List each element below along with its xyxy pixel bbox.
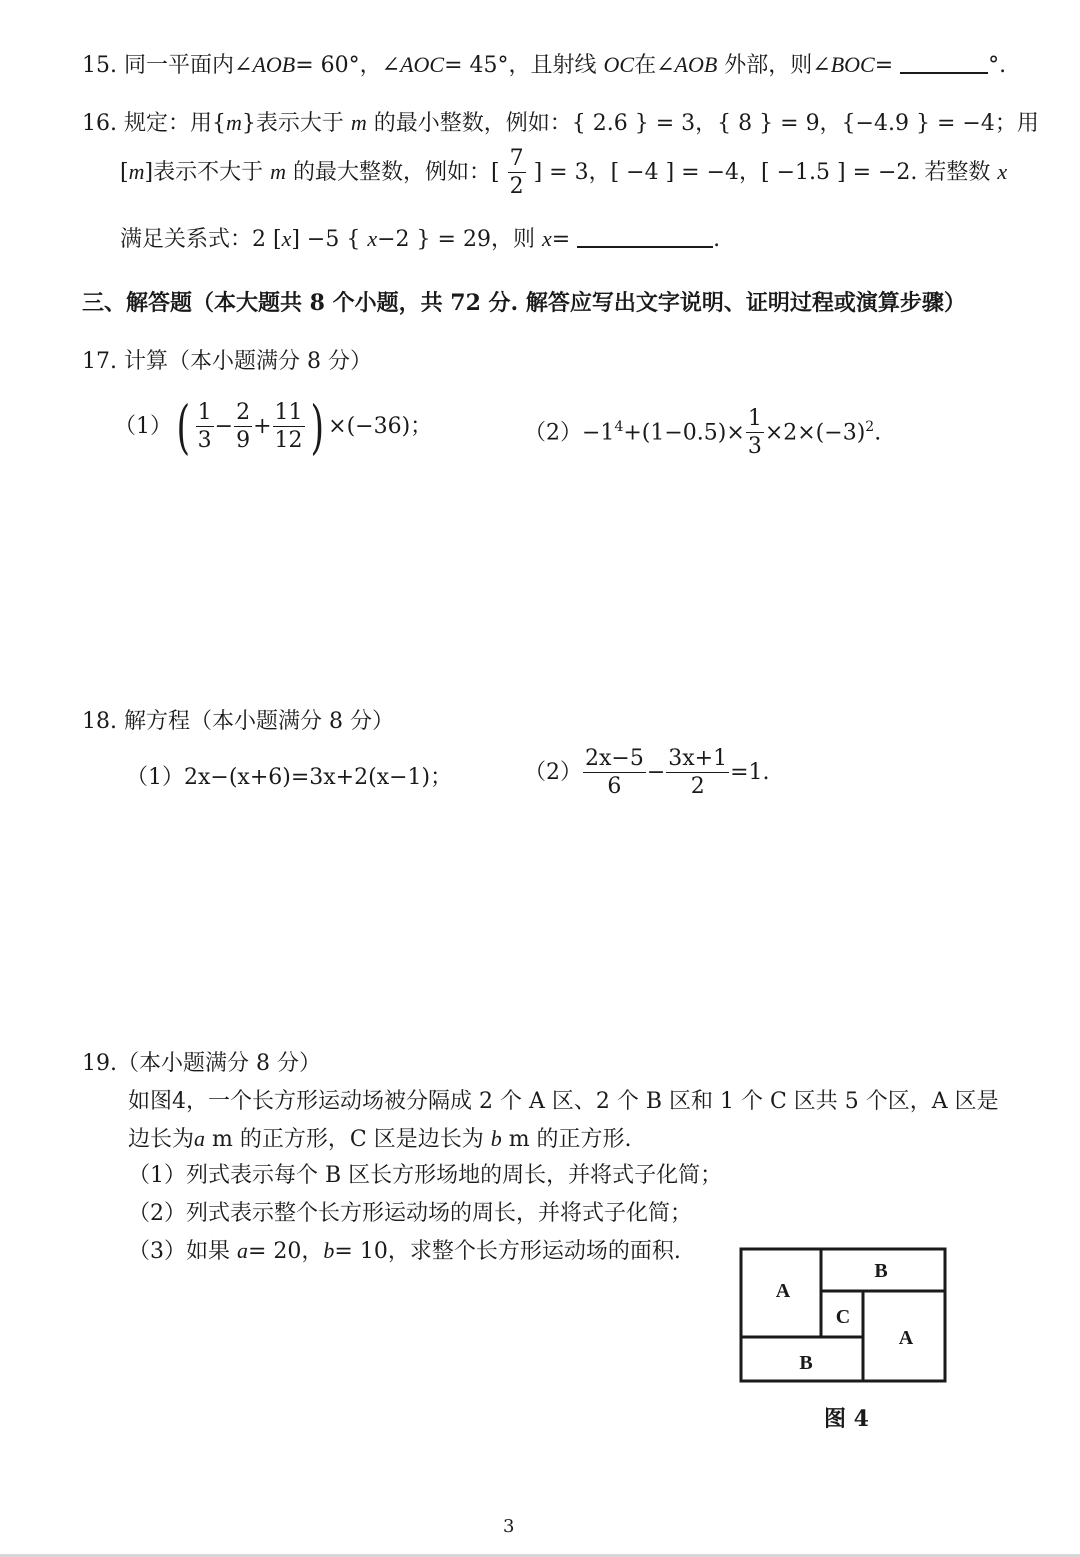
answer-blank[interactable] bbox=[577, 226, 713, 248]
question-text: 外部，则 bbox=[724, 53, 813, 78]
question-19-sub-3 bbox=[128, 1234, 681, 1265]
math-text: ×(−36)； bbox=[328, 414, 433, 439]
fraction-numerator: 3x+1 bbox=[668, 746, 728, 771]
math-text: = 45°，且射线 bbox=[444, 53, 597, 78]
answer-blank[interactable] bbox=[900, 52, 988, 74]
question-text: 在 bbox=[634, 53, 657, 78]
question-number: 15. bbox=[82, 53, 117, 78]
question-text: 满足关系式：2 [ bbox=[120, 227, 282, 252]
math-var: x bbox=[997, 159, 1008, 184]
question-15 bbox=[82, 48, 1006, 79]
question-text: 规定：用{ bbox=[124, 111, 226, 136]
fraction-denominator: 12 bbox=[274, 428, 303, 453]
zone-a-label: A bbox=[898, 1327, 914, 1349]
math-var: x bbox=[281, 226, 292, 251]
fraction-numerator: 2 bbox=[236, 400, 251, 425]
fraction bbox=[273, 402, 305, 452]
sports-field-diagram bbox=[739, 1247, 949, 1385]
math-var: x bbox=[367, 226, 378, 251]
fraction-denominator: 9 bbox=[236, 428, 251, 453]
question-text: 边长为 bbox=[128, 1127, 195, 1152]
question-18-title: 18. 解方程（本小题满分 8 分） bbox=[82, 709, 394, 734]
fraction-numerator: 1 bbox=[747, 406, 762, 432]
operator: + bbox=[253, 414, 272, 439]
question-16-line-2 bbox=[120, 148, 1007, 198]
question-number: 16. bbox=[82, 111, 117, 136]
fraction-numerator: 1 bbox=[197, 400, 212, 425]
math-var: x bbox=[541, 226, 552, 251]
part-label: （1） bbox=[114, 414, 172, 439]
math-var: m bbox=[128, 159, 145, 184]
fraction bbox=[196, 402, 214, 452]
left-paren: ( bbox=[176, 393, 191, 461]
math-text: =1. bbox=[730, 760, 770, 785]
exponent: 2 bbox=[865, 419, 875, 435]
question-text: . bbox=[713, 227, 721, 252]
question-text: ]表示不大于 bbox=[144, 160, 264, 185]
exponent: 4 bbox=[614, 419, 624, 435]
fraction bbox=[666, 748, 729, 798]
math-text: °. bbox=[988, 53, 1007, 78]
question-19-title: 19.（本小题满分 8 分） bbox=[82, 1051, 321, 1076]
question-text: −2 } = 29，则 bbox=[377, 227, 535, 252]
math-var: m bbox=[350, 110, 367, 135]
equation: 2x−(x+6)=3x+2(x−1)； bbox=[184, 765, 453, 790]
question-19-sub-1: （1）列式表示每个 B 区长方形场地的周长，并将式子化简； bbox=[128, 1163, 723, 1188]
fraction-numerator: 2x−5 bbox=[585, 746, 644, 771]
question-19-intro-2 bbox=[128, 1122, 632, 1153]
figure-caption: 图 4 bbox=[824, 1406, 869, 1432]
question-19-intro-1: 如图4，一个长方形运动场被分隔成 2 个 A 区、2 个 B 区和 1 个 C 区共 5 个区，A 区是 bbox=[128, 1089, 999, 1114]
question-16-line-3 bbox=[120, 222, 720, 253]
question-text: [ bbox=[120, 160, 129, 185]
math-text: = bbox=[874, 53, 894, 78]
math-var: ∠AOC bbox=[381, 52, 445, 77]
question-17-title: 17. 计算（本小题满分 8 分） bbox=[82, 349, 372, 374]
math-text: = 20， bbox=[248, 1239, 324, 1264]
question-17-part-2 bbox=[524, 392, 881, 468]
math-text: ×2×(−3) bbox=[764, 420, 866, 446]
fraction-denominator: 6 bbox=[607, 774, 622, 799]
zone-a-label: A bbox=[775, 1280, 791, 1302]
math-text: = 60°， bbox=[295, 53, 382, 78]
math-text: . bbox=[874, 420, 882, 446]
math-var: ∠AOB bbox=[656, 52, 718, 77]
part-label: （1） bbox=[126, 765, 184, 790]
right-paren: ) bbox=[310, 393, 324, 461]
fraction-denominator: 3 bbox=[747, 434, 762, 460]
question-17-part-1 bbox=[114, 392, 432, 462]
math-var: b bbox=[323, 1238, 335, 1263]
fraction-denominator: 2 bbox=[690, 774, 705, 799]
question-text: 同一平面内 bbox=[124, 53, 235, 78]
math-text: +(1−0.5)× bbox=[623, 420, 745, 446]
zone-b-label: B bbox=[799, 1352, 813, 1374]
zone-c-label: C bbox=[835, 1306, 851, 1328]
fraction bbox=[746, 408, 764, 458]
question-18-part-2 bbox=[524, 744, 770, 802]
section-heading: 三、解答题（本大题共 8 个小题，共 72 分. 解答应写出文字说明、证明过程或演算步骤） bbox=[82, 290, 966, 316]
fraction bbox=[508, 148, 526, 198]
question-text: 的最大整数，例如：[ bbox=[292, 160, 500, 185]
math-var: OC bbox=[603, 52, 635, 77]
math-var: m bbox=[270, 159, 286, 184]
math-var: ∠BOC bbox=[812, 52, 875, 77]
operator: − bbox=[214, 414, 234, 439]
math-var: a bbox=[237, 1238, 248, 1263]
fraction-denominator: 2 bbox=[509, 174, 524, 199]
question-text: m 的正方形，C 区是边长为 bbox=[212, 1127, 484, 1152]
math-var: b bbox=[490, 1126, 502, 1151]
fraction-numerator: 7 bbox=[509, 146, 524, 171]
question-text: （3）如果 bbox=[128, 1239, 230, 1264]
question-19-sub-2: （2）列式表示整个长方形运动场的周长，并将式子化简； bbox=[128, 1201, 692, 1226]
question-text: 的最小整数，例如：{ 2.6 } = 3，{ 8 } = 9，{−4.9 } = −4；用 bbox=[373, 111, 1039, 136]
fraction-denominator: 3 bbox=[197, 428, 212, 453]
math-var: m bbox=[226, 110, 242, 135]
question-18-part-1 bbox=[126, 760, 452, 791]
page-number: 3 bbox=[503, 1516, 515, 1537]
question-text: = bbox=[551, 227, 571, 252]
question-text: }表示大于 bbox=[241, 111, 344, 136]
fraction bbox=[583, 748, 646, 798]
zone-b-label: B bbox=[874, 1260, 888, 1282]
math-text: −1 bbox=[582, 420, 615, 446]
question-16-line-1 bbox=[82, 106, 1039, 137]
math-var: a bbox=[194, 1126, 206, 1151]
part-label: （2） bbox=[524, 420, 582, 446]
fraction bbox=[234, 402, 252, 452]
question-text: = 10，求整个长方形运动场的面积. bbox=[334, 1239, 681, 1264]
part-label: （2） bbox=[524, 760, 582, 785]
fraction-numerator: 11 bbox=[274, 400, 303, 425]
question-text: ] = 3，[ −4 ] = −4，[ −1.5 ] = −2. 若整数 bbox=[533, 160, 991, 185]
question-text: m 的正方形. bbox=[508, 1127, 632, 1152]
math-var: ∠AOB bbox=[234, 52, 296, 77]
question-text: ] −5 { bbox=[291, 227, 361, 252]
operator: − bbox=[646, 760, 666, 785]
